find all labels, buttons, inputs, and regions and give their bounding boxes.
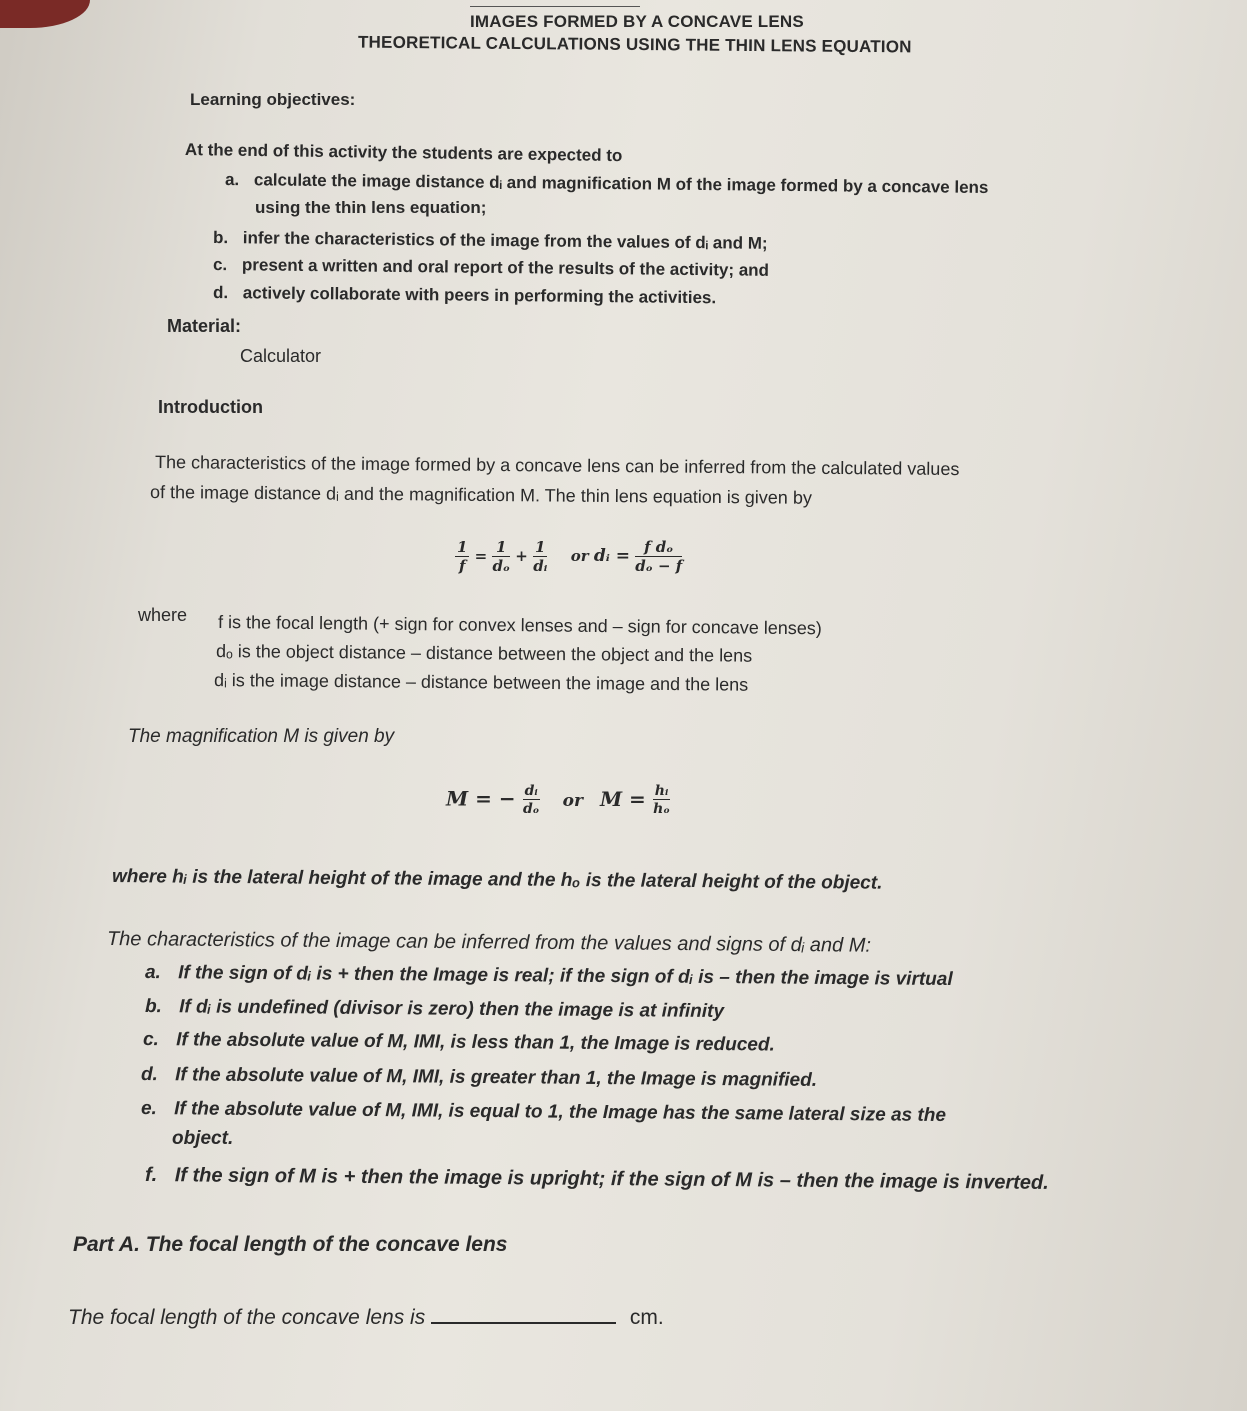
rule-d-text: If the absolute value of M, IMI, is greater than 1, the Image is magnified. <box>175 1064 818 1091</box>
eq1-frac-fdo-over-do-minus-f: $\frac{\text{f dₒ}}{\text{dₒ − f}}$ <box>635 538 683 575</box>
intro-paragraph-line-2: of the image distance dᵢ and the magnification M. The thin lens equation is given by <box>149 482 812 508</box>
material-item: Calculator <box>240 346 322 366</box>
magnification-intro: The magnification M is given by <box>128 726 395 747</box>
objective-c-marker: c. <box>212 255 228 275</box>
where-do-definition: dₒ is the object distance – distance between the object and the lens <box>215 641 753 666</box>
rule-b-text: If dᵢ is undefined (divisor is zero) then the image is at infinity <box>179 996 725 1023</box>
characteristics-intro: The characteristics of the image can be inferred from the values and signs of dᵢ and M: <box>106 928 872 957</box>
objective-d-marker: d. <box>212 283 229 303</box>
title-line-2: THEORETICAL CALCULATIONS USING THE THIN LENS EQUATION <box>357 32 912 57</box>
objective-c <box>213 255 769 281</box>
where-di-definition: dᵢ is the image distance – distance between the image and the lens <box>213 670 749 695</box>
rule-b <box>145 996 724 1023</box>
eq1-frac-1-over-do: $\frac{1}{\text{dₒ}}$ <box>492 538 510 575</box>
eq1-frac-1-over-di: $\frac{1}{\text{dᵢ}}$ <box>533 538 548 575</box>
eq2-frac-hi-over-ho: $\frac{\text{hᵢ}}{\text{hₒ}}$ <box>653 783 670 817</box>
magnification-equation <box>446 784 670 816</box>
focal-length-unit: cm. <box>629 1306 664 1329</box>
eq2-lhs2: M = <box>599 786 646 811</box>
focal-length-prompt: The focal length of the concave lens is <box>68 1306 426 1329</box>
introduction-heading: Introduction <box>158 397 263 417</box>
rule-c-marker: c. <box>142 1029 159 1051</box>
eq1-or: or <box>570 547 589 565</box>
objective-a <box>225 170 989 198</box>
objectives-intro: At the end of this activity the students are expected to <box>184 140 623 166</box>
objective-b-marker: b. <box>212 228 229 248</box>
rule-f <box>145 1164 1049 1195</box>
rule-e-text: If the absolute value of M, IMI, is equal to 1, the Image has the same lateral size as the <box>174 1098 947 1127</box>
rule-c-text: If the absolute value of M, IMI, is less than 1, the Image is reduced. <box>176 1029 775 1056</box>
rule-a-text: If the sign of dᵢ is + then the Image is real; if the sign of dᵢ is – then the image is virtual <box>178 962 953 991</box>
eq2-frac-di-over-do: $\frac{\text{dᵢ}}{\text{dₒ}}$ <box>522 783 540 817</box>
header-rule <box>470 6 640 7</box>
eq1-plus: + <box>515 547 528 565</box>
eq1-equals: = <box>474 547 488 565</box>
rule-a-marker: a. <box>144 962 161 984</box>
eq2-or: or <box>562 790 583 811</box>
rule-e-cont: object. <box>172 1128 234 1149</box>
thin-lens-equation <box>455 540 682 574</box>
rule-d <box>141 1064 817 1092</box>
objective-a-text: calculate the image distance dᵢ and magnification M of the image formed by a concave lens <box>253 170 989 197</box>
title-line-1: IMAGES FORMED BY A CONCAVE LENS <box>470 12 804 31</box>
objective-a-cont: using the thin lens equation; <box>255 198 487 217</box>
rule-c <box>143 1029 775 1057</box>
objective-b <box>213 228 768 254</box>
eq1-frac-1-over-f: $\frac{1}{f}$ <box>457 538 468 575</box>
rule-b-marker: b. <box>144 996 162 1018</box>
where-f-definition: f is the focal length (+ sign for convex lenses and – sign for concave lenses) <box>217 612 822 639</box>
focal-length-question <box>68 1304 664 1330</box>
focal-length-answer-blank[interactable] <box>431 1304 616 1324</box>
eq1-di-lhs: dᵢ = <box>593 546 630 566</box>
rule-a <box>145 962 953 991</box>
intro-paragraph-line-1: The characteristics of the image formed by a concave lens can be inferred from the calculated values <box>154 452 960 480</box>
objective-c-text: present a written and oral report of the results of the activity; and <box>241 255 770 280</box>
material-heading: Material: <box>167 316 242 336</box>
part-a-heading: Part A. The focal length of the concave lens <box>73 1233 508 1256</box>
rule-f-marker: f. <box>144 1164 158 1187</box>
where-label: where <box>138 605 188 625</box>
rule-f-text: If the sign of M is + then the image is upright; if the sign of M is – then the image is inverted. <box>174 1164 1049 1194</box>
rule-d-marker: d. <box>140 1064 158 1086</box>
objective-d <box>213 283 716 308</box>
page-corner-shadow <box>0 0 90 28</box>
magnification-where: where hᵢ is the lateral height of the image and the hₒ is the lateral height of the object. <box>111 866 883 894</box>
eq2-lhs: M = − <box>446 786 516 811</box>
objective-d-text: actively collaborate with peers in performing the activities. <box>242 283 717 308</box>
objectives-heading: Learning objectives: <box>190 90 356 109</box>
objective-b-text: infer the characteristics of the image from the values of dᵢ and M; <box>242 228 768 253</box>
rule-e <box>141 1098 946 1127</box>
rule-e-marker: e. <box>140 1098 157 1120</box>
objective-a-marker: a. <box>224 170 240 190</box>
